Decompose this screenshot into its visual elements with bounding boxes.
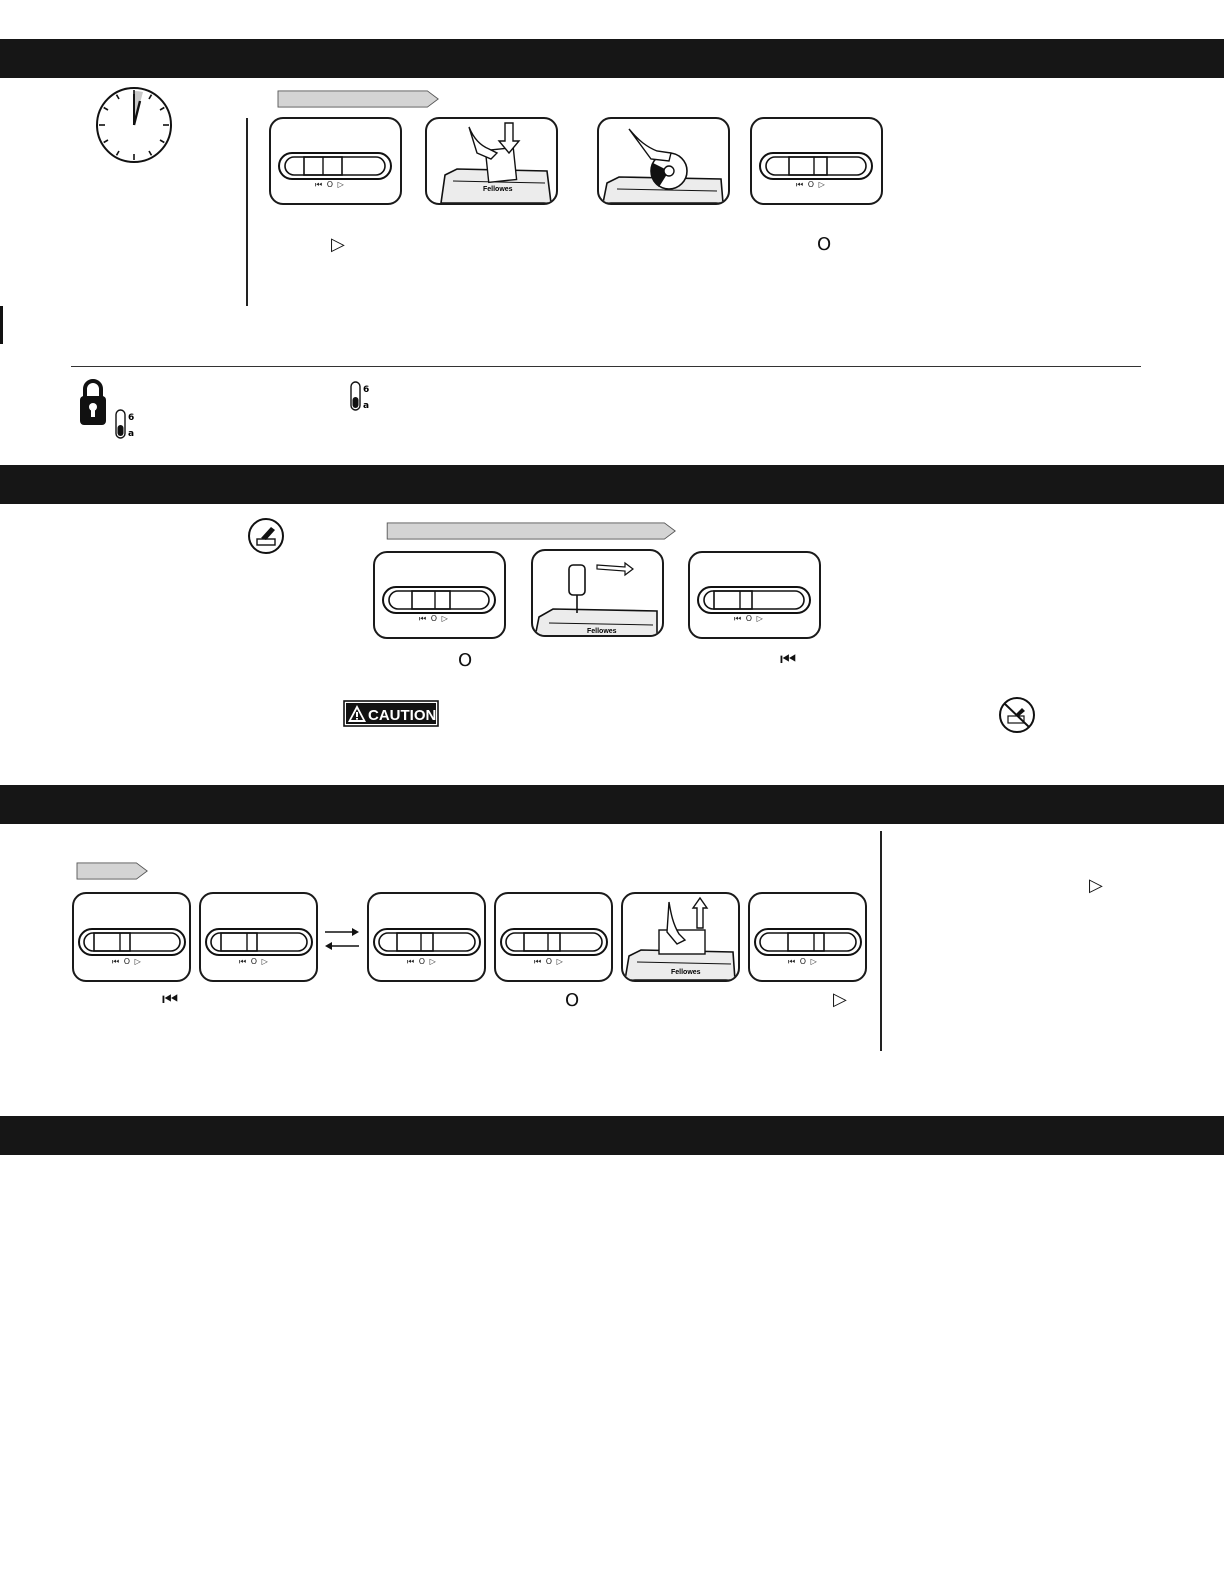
lock-switch-inline-icon [350, 380, 372, 412]
switch-panel-1 [269, 117, 402, 205]
oil-application-panel [531, 549, 664, 637]
cd-insert-panel [597, 117, 730, 205]
lock-switch-icon [115, 408, 137, 440]
switch-panel-2 [750, 117, 883, 205]
switch-panel-5 [72, 892, 191, 982]
switch-panel-7 [367, 892, 486, 982]
reverse-symbol: ⏮ [162, 989, 179, 1010]
divider-vertical-1 [246, 118, 248, 306]
switch-panel-3 [373, 551, 506, 639]
padlock-icon [78, 377, 108, 427]
svg-text:Fellowes: Fellowes [587, 628, 617, 635]
reverse-symbol: ⏮ [780, 649, 797, 670]
back-and-forth-arrows [323, 926, 361, 952]
switch-labels: ⏮ O ▷ [788, 957, 818, 966]
switch-labels: ⏮ O ▷ [734, 614, 764, 623]
off-symbol: O [565, 990, 580, 1011]
svg-text:Fellowes: Fellowes [671, 969, 701, 976]
divider-vertical-2 [880, 831, 882, 1051]
auto-symbol: ▷ [331, 234, 345, 255]
switch-panel-9 [748, 892, 867, 982]
svg-text:6: 6 [363, 385, 370, 395]
switch-labels: ⏮ O ▷ [239, 957, 269, 966]
control-switch-illustration [271, 119, 400, 203]
switch-panel-6 [199, 892, 318, 982]
switch-labels: ⏮ O ▷ [315, 180, 345, 189]
switch-labels: ⏮ O ▷ [407, 957, 437, 966]
switch-labels: ⏮ O ▷ [112, 957, 142, 966]
switch-panel-4 [688, 551, 821, 639]
step-arrow-2 [371, 522, 695, 540]
no-aerosol-icon [998, 696, 1036, 734]
step-arrow-3 [73, 862, 153, 880]
section-band-2 [0, 465, 1224, 504]
svg-text:Fellowes: Fellowes [483, 186, 513, 193]
edge-marker [0, 306, 3, 344]
paper-removal-panel [621, 892, 740, 982]
svg-text:a: a [128, 429, 135, 439]
section-band-1 [0, 39, 1224, 78]
svg-text:CAUTION: CAUTION [368, 707, 437, 724]
off-symbol: O [817, 234, 832, 255]
clock-icon [94, 85, 174, 165]
auto-symbol: ▷ [1089, 875, 1103, 896]
auto-symbol: ▷ [833, 989, 847, 1010]
off-symbol: O [458, 650, 473, 671]
svg-text:a: a [363, 401, 370, 411]
caution-sign-icon [343, 700, 439, 727]
step-arrow-1 [269, 90, 449, 108]
switch-labels: ⏮ O ▷ [419, 614, 449, 623]
section-band-3 [0, 785, 1224, 824]
oil-bottle-icon [247, 517, 285, 555]
section-divider [71, 366, 1141, 367]
section-band-4 [0, 1116, 1224, 1155]
switch-panel-8 [494, 892, 613, 982]
paper-insert-panel [425, 117, 558, 205]
switch-labels: ⏮ O ▷ [796, 180, 826, 189]
switch-labels: ⏮ O ▷ [534, 957, 564, 966]
svg-text:6: 6 [128, 413, 135, 423]
